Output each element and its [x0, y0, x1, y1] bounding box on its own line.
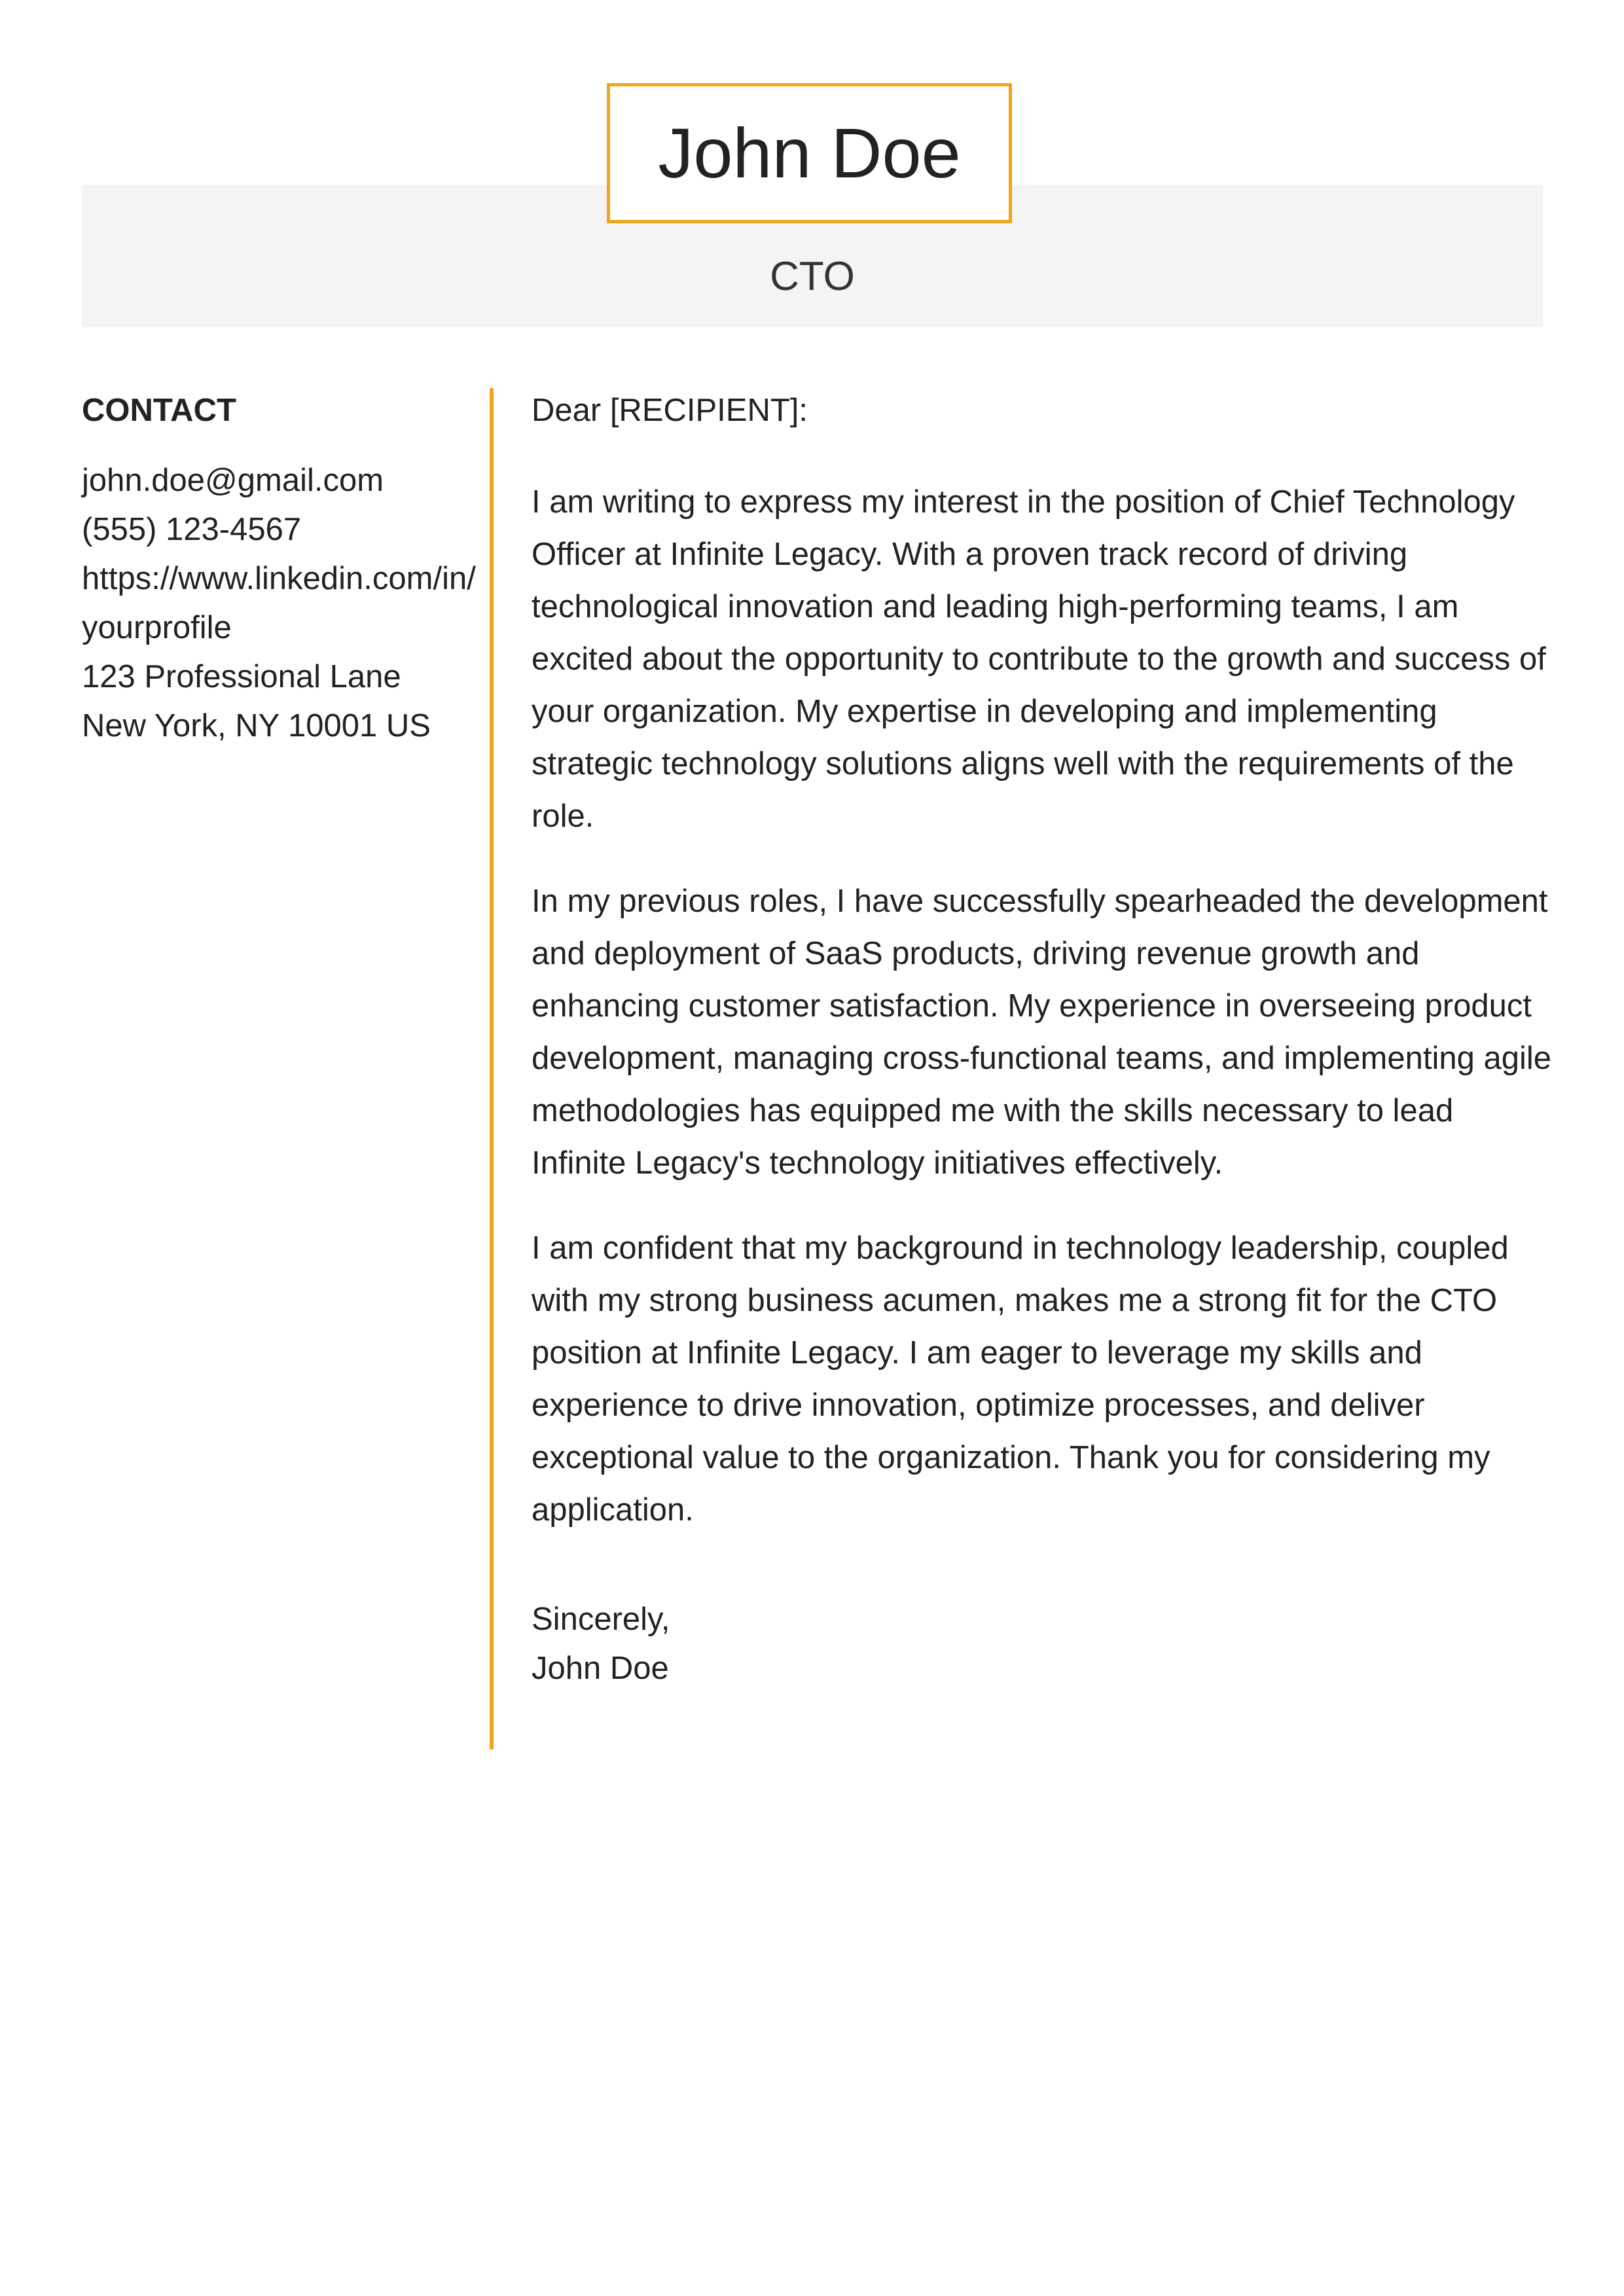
contact-address-line1: 123 Professional Lane	[82, 658, 401, 694]
contact-linkedin-line1[interactable]: https://www.linkedin.com/in/	[82, 560, 476, 596]
closing: Sincerely,	[532, 1601, 670, 1637]
applicant-name: John Doe	[658, 113, 961, 192]
letter-body	[532, 391, 1553, 1693]
contact-sidebar	[82, 391, 494, 751]
paragraph-1: I am writing to express my interest in the position of Chief Technology Officer at Infinite Legacy. With a proven track record of driving technological innovation and leading high-performing teams, I am excited about the opportunity to contribute to the growth and success of your organization. My expertise in developing and implementing strategic technology solutions aligns well with the requirements of the role.	[532, 484, 1546, 834]
contact-heading: CONTACT	[82, 393, 236, 428]
name-box	[607, 83, 1012, 223]
vertical-divider	[490, 388, 494, 1749]
contact-phone: (555) 123-4567	[82, 511, 302, 547]
contact-address-line2: New York, NY 10001 US	[82, 708, 431, 744]
contact-linkedin-line2[interactable]: yourprofile	[82, 609, 232, 645]
greeting: Dear [RECIPIENT]:	[532, 393, 808, 428]
job-title: CTO	[770, 254, 855, 299]
contact-email[interactable]: john.doe@gmail.com	[82, 462, 384, 498]
signature: John Doe	[532, 1650, 669, 1686]
paragraph-2: In my previous roles, I have successfully spearheaded the development and deployment of SaaS products, driving revenue growth and enhancing customer satisfaction. My experience in overseeing product development, managing cross-functional teams, and implementing agile methodologies has equipped me with the skills necessary to lead Infinite Legacy's technology initiatives effectively.	[532, 883, 1551, 1181]
closing-block	[532, 1595, 1553, 1693]
paragraph-3: I am confident that my background in technology leadership, coupled with my strong business acumen, makes me a strong fit for the CTO position at Infinite Legacy. I am eager to leverage my skills and experience to drive innovation, optimize processes, and deliver exceptional value to the organization. Thank you for considering my application.	[532, 1230, 1509, 1528]
